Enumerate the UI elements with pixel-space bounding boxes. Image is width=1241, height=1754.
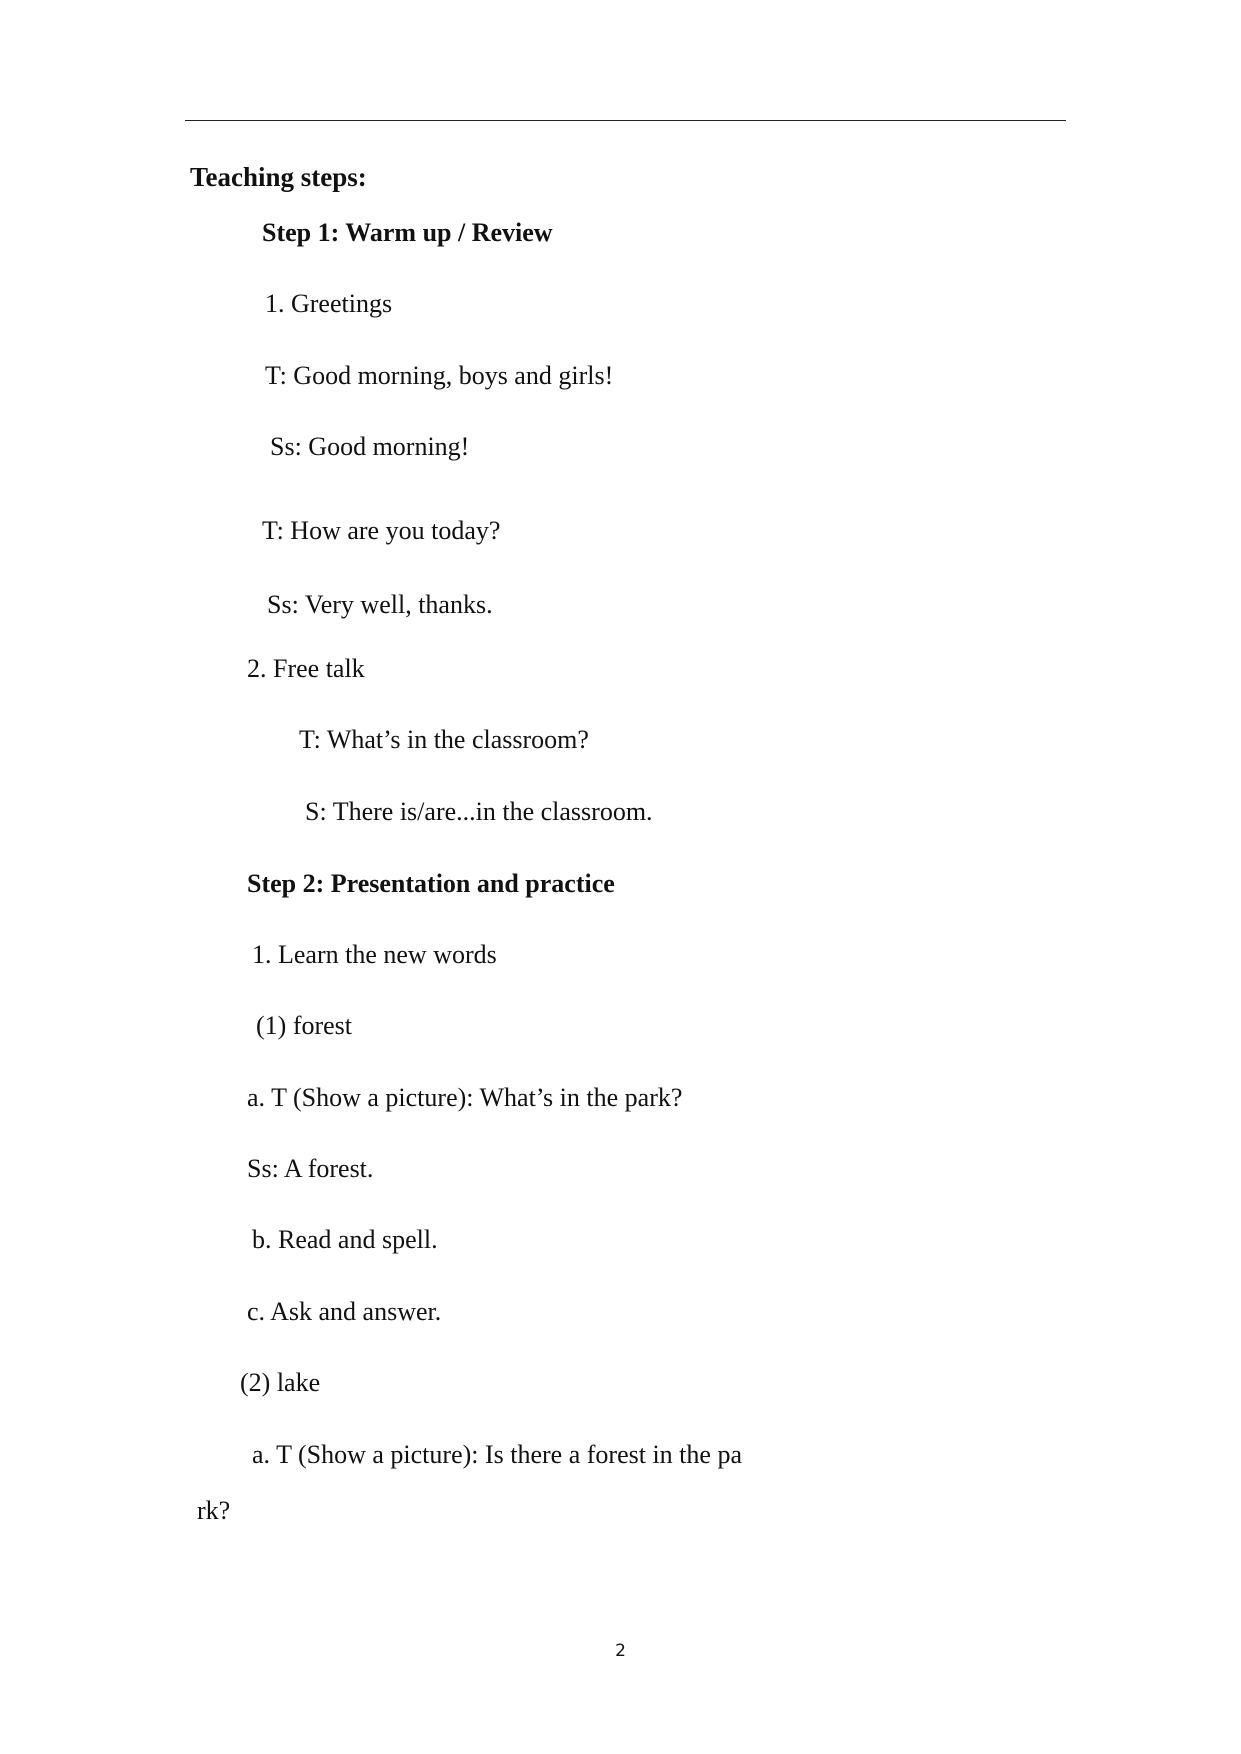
text-line: T: What’s in the classroom?	[299, 725, 589, 754]
text-line: c. Ask and answer.	[247, 1297, 442, 1326]
text-line: a. T (Show a picture): What’s in the park?	[247, 1083, 683, 1112]
text-line: a. T (Show a picture): Is there a forest in the pa	[252, 1440, 742, 1469]
text-line: (1) forest	[256, 1011, 353, 1040]
section-heading: Teaching steps:	[190, 162, 367, 192]
text-line: Ss: A forest.	[247, 1154, 374, 1183]
page-number: 2	[615, 1641, 626, 1661]
text-line: S: There is/are...in the classroom.	[305, 797, 653, 826]
text-line: 1. Learn the new words	[252, 940, 497, 969]
text-line: b. Read and spell.	[252, 1225, 438, 1254]
step-heading: Step 1: Warm up / Review	[262, 218, 553, 247]
header-rule	[185, 120, 1066, 121]
step-heading: Step 2: Presentation and practice	[247, 869, 615, 898]
text-line: Ss: Very well, thanks.	[267, 590, 493, 619]
text-line: 2. Free talk	[247, 654, 365, 683]
text-line: 1. Greetings	[265, 289, 393, 318]
text-line: T: Good morning, boys and girls!	[265, 361, 614, 390]
text-line: T: How are you today?	[262, 516, 501, 545]
text-line: (2) lake	[240, 1368, 321, 1397]
text-line: Ss: Good morning!	[270, 432, 470, 461]
text-line: rk?	[197, 1496, 231, 1525]
